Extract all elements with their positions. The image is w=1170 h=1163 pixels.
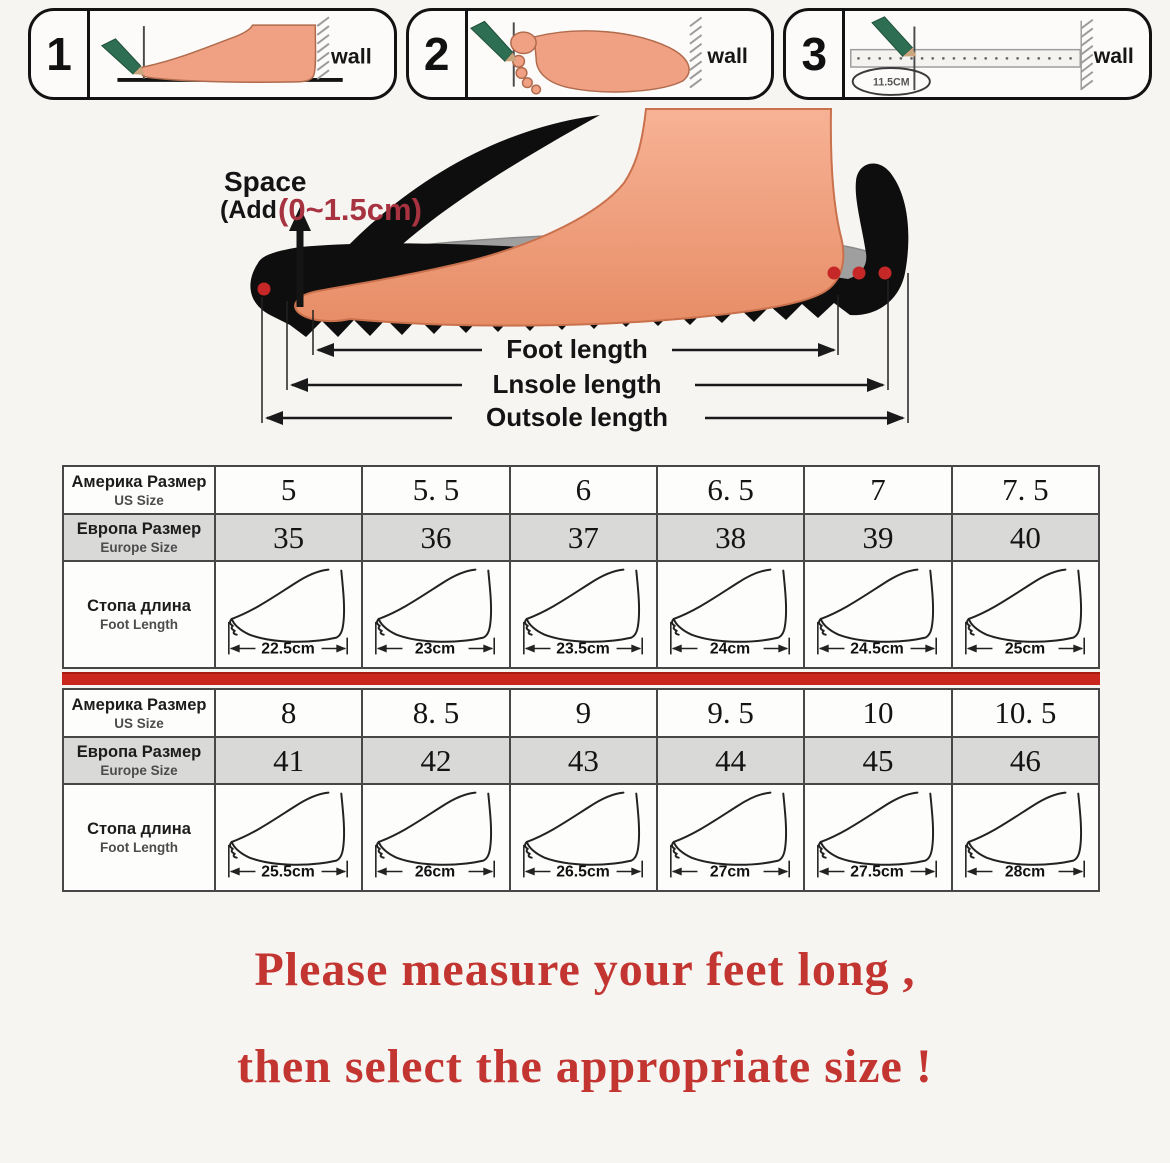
us-size-cell: 10 bbox=[804, 689, 951, 737]
eu-size-cell: 35 bbox=[215, 514, 362, 561]
us-size-row bbox=[63, 466, 1099, 514]
foot-side-icon bbox=[140, 25, 316, 82]
foot-length-label: Foot length bbox=[506, 334, 648, 364]
ruler-note: 11.5CM bbox=[873, 76, 910, 89]
eu-size-cell: 42 bbox=[362, 737, 509, 784]
wall-hatch-icon bbox=[1082, 20, 1094, 90]
wall-label: wall bbox=[330, 43, 372, 69]
wall-hatch-icon bbox=[690, 18, 702, 88]
panel-number: 1 bbox=[31, 11, 90, 97]
eu-size-cell: 43 bbox=[510, 737, 657, 784]
eu-size-cell: 41 bbox=[215, 737, 362, 784]
us-size-cell: 8 bbox=[215, 689, 362, 737]
eu-size-cell: 36 bbox=[362, 514, 509, 561]
foot-measuring-diagram bbox=[0, 105, 1170, 445]
eu-size-cell: 45 bbox=[804, 737, 951, 784]
foot-length-row-header bbox=[63, 784, 215, 891]
us-size-cell: 8. 5 bbox=[362, 689, 509, 737]
header-en: US Size bbox=[114, 492, 164, 508]
foot-length-icon bbox=[363, 785, 509, 885]
notice-line-2: then select the appropriate size ! bbox=[237, 1040, 933, 1093]
europe-size-row-header bbox=[63, 514, 215, 561]
foot-length-icon bbox=[511, 562, 657, 662]
foot-length-value: 27.5cm bbox=[850, 863, 905, 881]
foot-length-cell bbox=[362, 784, 509, 891]
header-en: Foot Length bbox=[100, 617, 178, 632]
header-en: Europe Size bbox=[100, 540, 178, 555]
space-add-prefix: (Add bbox=[220, 196, 277, 224]
pencil-icon bbox=[102, 39, 145, 75]
foot-length-icon bbox=[953, 562, 1099, 662]
space-label: Space bbox=[224, 166, 307, 197]
header-en: Europe Size bbox=[100, 763, 178, 778]
foot-length-icon bbox=[511, 785, 657, 885]
us-size-cell: 7. 5 bbox=[952, 466, 1099, 514]
measure-notice bbox=[0, 942, 1170, 1094]
panel-number: 3 bbox=[786, 11, 845, 97]
foot-side-wall-illustration bbox=[90, 11, 394, 97]
eu-size-cell: 46 bbox=[952, 737, 1099, 784]
header-en: Foot Length bbox=[100, 840, 178, 855]
foot-length-row-header bbox=[63, 561, 215, 668]
us-size-cell: 5 bbox=[215, 466, 362, 514]
europe-size-row-header bbox=[63, 737, 215, 784]
header-ru: Стопа длина bbox=[87, 597, 191, 615]
wall-hatch-icon bbox=[317, 17, 329, 79]
foot-length-icon bbox=[216, 562, 362, 662]
header-ru: Европа Размер bbox=[76, 743, 202, 761]
us-size-row bbox=[63, 689, 1099, 737]
foot-length-value: 26.5cm bbox=[555, 863, 610, 881]
foot-length-icon bbox=[658, 785, 804, 885]
foot-length-value: 23cm bbox=[415, 640, 456, 658]
red-divider bbox=[62, 672, 1100, 685]
us-size-cell: 5. 5 bbox=[362, 466, 509, 514]
foot-length-value: 24.5cm bbox=[850, 640, 905, 658]
eu-size-cell: 37 bbox=[510, 514, 657, 561]
foot-length-cell bbox=[804, 561, 951, 668]
us-size-row-header bbox=[63, 689, 215, 737]
foot-length-value: 22.5cm bbox=[261, 640, 315, 658]
europe-size-row bbox=[63, 514, 1099, 561]
instruction-panel-1 bbox=[28, 8, 397, 100]
foot-length-value: 28cm bbox=[1004, 863, 1045, 881]
foot-length-cell bbox=[657, 561, 804, 668]
us-size-cell: 10. 5 bbox=[952, 689, 1099, 737]
wall-label: wall bbox=[1094, 45, 1135, 69]
foot-length-cell bbox=[510, 784, 657, 891]
foot-length-row bbox=[63, 784, 1099, 891]
pencil-icon bbox=[471, 21, 517, 61]
europe-size-row bbox=[63, 737, 1099, 784]
foot-length-icon bbox=[953, 785, 1099, 885]
size-table-2 bbox=[62, 688, 1100, 892]
foot-length-value: 23.5cm bbox=[555, 640, 610, 658]
foot-length-value: 25.5cm bbox=[261, 863, 315, 881]
panel-number: 2 bbox=[409, 11, 468, 97]
foot-length-cell bbox=[952, 784, 1099, 891]
foot-length-cell bbox=[952, 561, 1099, 668]
us-size-cell: 6 bbox=[510, 466, 657, 514]
header-ru: Америка Размер bbox=[71, 472, 207, 491]
foot-sole-icon bbox=[510, 31, 688, 94]
size-table-1 bbox=[62, 465, 1100, 669]
foot-length-icon bbox=[363, 562, 509, 662]
foot-length-cell bbox=[362, 561, 509, 668]
eu-size-cell: 38 bbox=[657, 514, 804, 561]
foot-length-row bbox=[63, 561, 1099, 668]
foot-length-cell bbox=[215, 784, 362, 891]
foot-length-icon bbox=[805, 562, 951, 662]
foot-length-cell bbox=[804, 784, 951, 891]
wall-label: wall bbox=[707, 44, 748, 69]
header-ru: Америка Размер bbox=[71, 695, 207, 714]
us-size-cell: 7 bbox=[804, 466, 951, 514]
foot-length-cell bbox=[657, 784, 804, 891]
notice-line-1: Please measure your feet long , bbox=[254, 943, 916, 996]
header-en: US Size bbox=[114, 715, 164, 731]
foot-length-value: 27cm bbox=[709, 863, 751, 881]
foot-length-icon bbox=[805, 785, 951, 885]
foot-length-cell bbox=[510, 561, 657, 668]
outsole-length-label: Outsole length bbox=[486, 402, 668, 432]
foot-length-icon bbox=[658, 562, 804, 662]
ruler-wall-illustration bbox=[845, 11, 1149, 97]
insole-length-label: Lnsole length bbox=[492, 369, 662, 399]
foot-length-value: 24cm bbox=[709, 640, 751, 658]
us-size-cell: 6. 5 bbox=[657, 466, 804, 514]
foot-length-value: 26cm bbox=[415, 863, 456, 881]
foot-length-cell bbox=[215, 561, 362, 668]
instruction-panel-3 bbox=[783, 8, 1152, 100]
measuring-instructions bbox=[28, 8, 1152, 100]
foot-length-icon bbox=[216, 785, 362, 885]
instruction-panel-2 bbox=[406, 8, 775, 100]
us-size-cell: 9. 5 bbox=[657, 689, 804, 737]
eu-size-cell: 44 bbox=[657, 737, 804, 784]
size-chart bbox=[62, 465, 1100, 892]
header-ru: Европа Размер bbox=[76, 520, 202, 538]
ruler-icon bbox=[851, 50, 1080, 67]
header-ru: Стопа длина bbox=[87, 820, 191, 838]
us-size-cell: 9 bbox=[510, 689, 657, 737]
eu-size-cell: 40 bbox=[952, 514, 1099, 561]
foot-sole-wall-illustration bbox=[468, 11, 772, 97]
foot-length-value: 25cm bbox=[1004, 640, 1045, 658]
eu-size-cell: 39 bbox=[804, 514, 951, 561]
space-add-range: (0~1.5cm) bbox=[278, 192, 422, 227]
us-size-row-header bbox=[63, 466, 215, 514]
